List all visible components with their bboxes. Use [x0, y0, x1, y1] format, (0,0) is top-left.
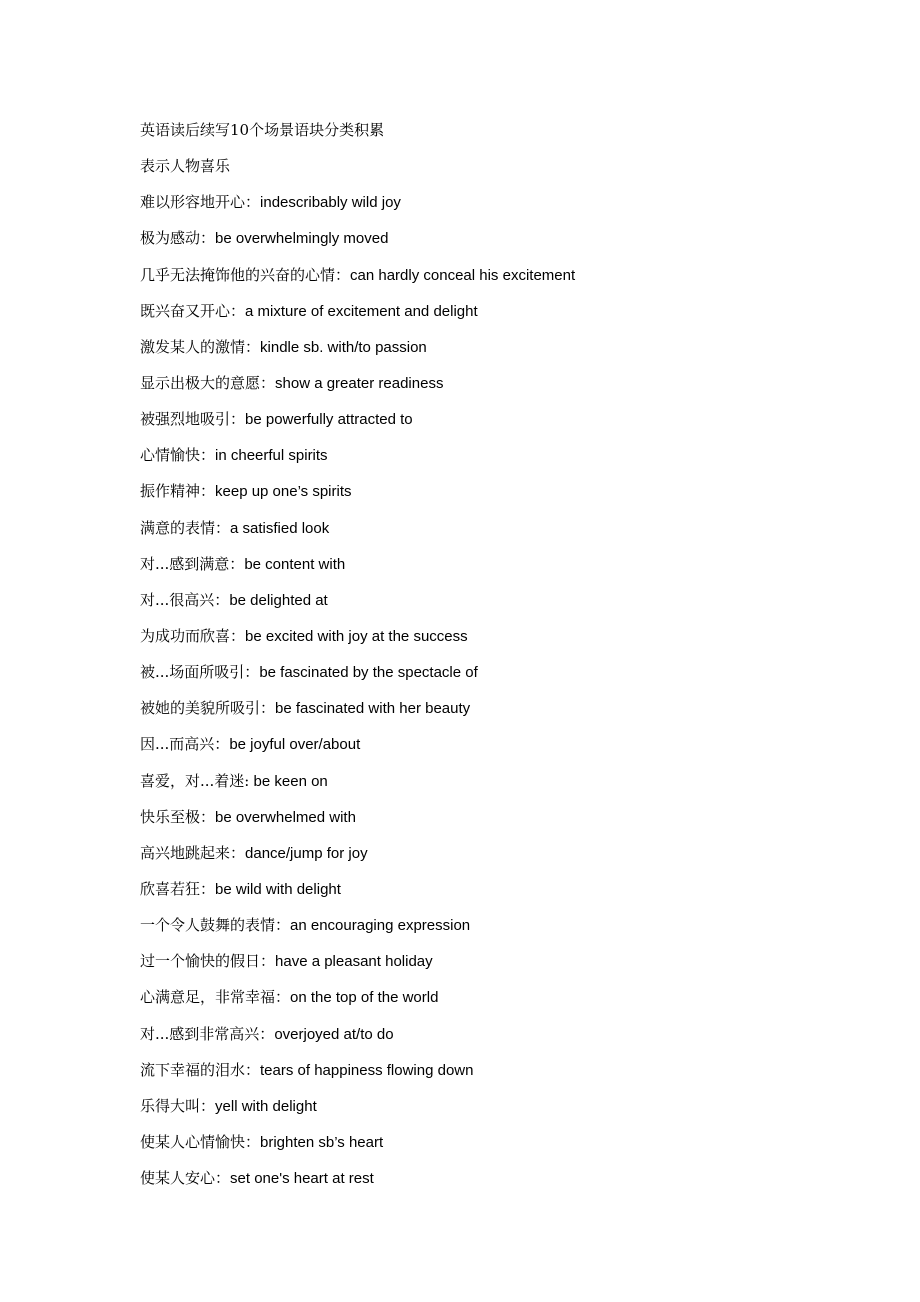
entry-line — [140, 658, 860, 694]
entry-english: dance/jump for joy — [245, 844, 368, 862]
entry-english: show a greater readiness — [275, 374, 444, 392]
entry-line — [140, 261, 860, 297]
entry-line — [140, 1020, 860, 1056]
entry-line — [140, 333, 860, 369]
entry-english: be excited with joy at the success — [245, 627, 468, 645]
entry-line — [140, 369, 860, 405]
entry-line — [140, 586, 860, 622]
entry-english: brighten sb’s heart — [260, 1133, 384, 1151]
entry-chinese: 振作精神： — [140, 482, 216, 501]
entry-chinese: 为成功而欣喜： — [140, 626, 246, 645]
entry-chinese: 快乐至极： — [140, 807, 216, 826]
entry-chinese: 满意的表情： — [140, 518, 231, 537]
entry-chinese: 对...感到非常高兴： — [140, 1024, 275, 1043]
entry-chinese: 显示出极大的意愿： — [140, 373, 276, 392]
entry-chinese: 被...场面所吸引： — [140, 663, 260, 682]
entry-chinese: 因...而高兴： — [140, 735, 230, 754]
entry-line — [140, 622, 860, 658]
entry-chinese: 喜爱，对...着迷: — [140, 771, 250, 790]
entry-chinese: 极为感动： — [140, 229, 216, 248]
entry-english: set one's heart at rest — [230, 1170, 374, 1188]
entry-english: a satisfied look — [230, 519, 330, 537]
entry-english: a mixture of excitement and delight — [245, 302, 478, 320]
entry-line — [140, 911, 860, 947]
entry-english: an encouraging expression — [290, 917, 471, 935]
entry-line — [140, 297, 860, 333]
entry-line — [140, 983, 860, 1019]
entry-chinese: 一个令人鼓舞的表情： — [140, 916, 291, 935]
entry-line — [140, 730, 860, 766]
entry-english: kindle sb. with/to passion — [260, 338, 427, 356]
entry-line — [140, 477, 860, 513]
entry-chinese: 高兴地跳起来： — [140, 843, 246, 862]
entry-english: keep up one’s spirits — [215, 483, 352, 501]
entry-english: be keen on — [249, 772, 328, 790]
entry-english: be wild with delight — [215, 880, 341, 898]
entry-english: be powerfully attracted to — [245, 411, 413, 429]
entry-chinese: 被她的美貌所吸引： — [140, 699, 276, 718]
entry-line — [140, 803, 860, 839]
document-body — [140, 116, 860, 1200]
entry-english: can hardly conceal his excitement — [350, 266, 576, 284]
entry-english: in cheerful spirits — [215, 447, 328, 465]
entry-chinese: 使某人心情愉快： — [140, 1132, 261, 1151]
entry-chinese: 被强烈地吸引： — [140, 410, 246, 429]
entry-line — [140, 1164, 860, 1200]
entry-chinese: 心情愉快： — [140, 446, 216, 465]
entry-chinese: 激发某人的激情： — [140, 337, 261, 356]
entry-chinese: 乐得大叫： — [140, 1096, 216, 1115]
entry-english: on the top of the world — [290, 989, 439, 1007]
entry-english: tears of happiness flowing down — [260, 1061, 474, 1079]
entry-english: be fascinated with her beauty — [275, 700, 471, 718]
entry-line — [140, 694, 860, 730]
entry-english: be overwhelmingly moved — [215, 230, 389, 248]
entry-english: yell with delight — [215, 1097, 317, 1115]
entry-english: indescribably wild joy — [260, 194, 401, 212]
entry-line — [140, 875, 860, 911]
entry-chinese: 过一个愉快的假日： — [140, 952, 276, 971]
entry-english: be delighted at — [229, 591, 328, 609]
entry-english: be content with — [244, 555, 346, 573]
document-title: 英语读后续写10个场景语块分类积累 — [140, 121, 385, 139]
entry-line — [140, 405, 860, 441]
entry-chinese: 难以形容地开心： — [140, 193, 261, 212]
entry-line — [140, 839, 860, 875]
entry-chinese: 几乎无法掩饰他的兴奋的心情： — [140, 265, 351, 284]
entry-english: be joyful over/about — [229, 736, 361, 754]
entry-chinese: 对...感到满意： — [140, 554, 245, 573]
entry-english: overjoyed at/to do — [274, 1025, 394, 1043]
entry-chinese: 欣喜若狂： — [140, 879, 216, 898]
entry-line — [140, 441, 860, 477]
entry-chinese: 心满意足，非常幸福： — [140, 988, 291, 1007]
entry-english: have a pleasant holiday — [275, 953, 433, 971]
entry-line — [140, 224, 860, 260]
entry-line — [140, 1128, 860, 1164]
entry-line — [140, 188, 860, 224]
entry-chinese: 使某人安心： — [140, 1169, 231, 1188]
entry-line — [140, 1056, 860, 1092]
entry-chinese: 对...很高兴： — [140, 590, 230, 609]
entry-chinese: 流下幸福的泪水： — [140, 1060, 261, 1079]
entry-english: be fascinated by the spectacle of — [259, 664, 478, 682]
entry-line — [140, 767, 860, 803]
entry-english: be overwhelmed with — [215, 808, 356, 826]
entry-chinese: 既兴奋又开心： — [140, 301, 246, 320]
entry-line — [140, 550, 860, 586]
entry-line — [140, 514, 860, 550]
section-heading: 表示人物喜乐 — [140, 157, 231, 176]
entry-line — [140, 1092, 860, 1128]
entry-line — [140, 947, 860, 983]
